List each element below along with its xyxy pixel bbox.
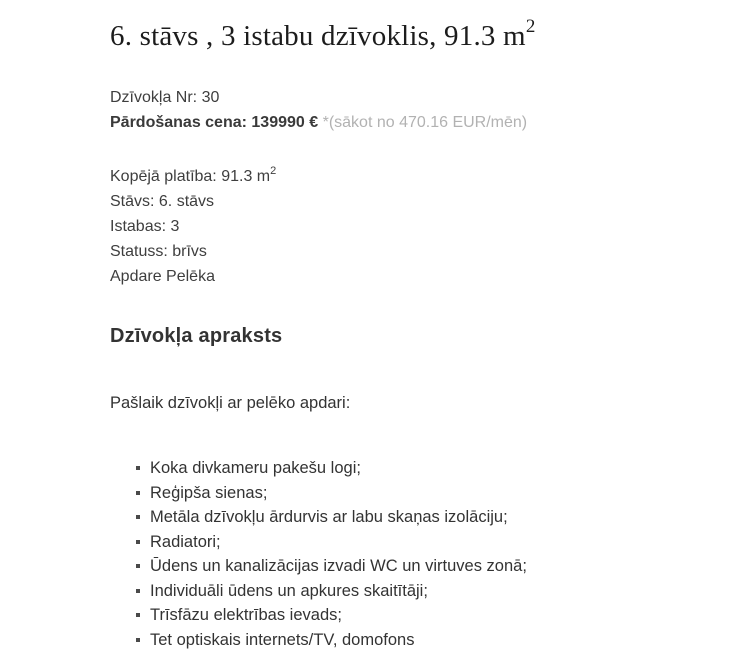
page-title-text: 6. stāvs , 3 istabu dzīvoklis, 91.3 m	[110, 20, 526, 52]
list-item-text: Radiatori;	[150, 532, 221, 551]
bullet-square-icon	[136, 515, 140, 519]
apartment-number-line: Dzīvokļa Nr: 30	[110, 89, 220, 106]
total-area-superscript: 2	[270, 164, 277, 177]
listing-meta-secondary	[110, 164, 714, 289]
page-title	[110, 18, 714, 54]
list-item	[136, 505, 714, 530]
feature-list	[110, 456, 714, 652]
description-intro: Pašlaik dzīvokļi ar pelēko apdari:	[110, 394, 351, 412]
bullet-square-icon	[136, 491, 140, 495]
list-item	[136, 628, 714, 653]
list-item-text: Trīsfāzu elektrības ievads;	[150, 606, 342, 624]
list-item	[136, 603, 714, 628]
bullet-square-icon	[136, 466, 140, 470]
listing-detail-page	[0, 18, 754, 652]
description-heading: Dzīvokļa apraksts	[110, 325, 283, 347]
list-item	[136, 456, 714, 481]
price-monthly-note: *(sākot no 470.16 EUR/mēn)	[318, 114, 528, 131]
bullet-square-icon	[136, 589, 140, 593]
list-item	[136, 530, 714, 555]
list-item-text: Individuāli ūdens un apkures skaitītāji;	[150, 581, 428, 600]
bullet-square-icon	[136, 638, 140, 642]
list-item-text: Ūdens un kanalizācijas izvadi WC un virtuves zonā;	[150, 557, 527, 575]
listing-meta-primary	[110, 85, 714, 135]
list-item	[136, 554, 714, 579]
total-area-line	[110, 164, 714, 189]
list-item-text: Reģipša sienas;	[150, 483, 268, 502]
bullet-square-icon	[136, 564, 140, 568]
page-title-superscript: 2	[525, 16, 536, 38]
bullet-square-icon	[136, 613, 140, 617]
rooms-line: Istabas: 3	[110, 218, 180, 235]
list-item-text: Metāla dzīvokļu ārdurvis ar labu skaņas izolāciju;	[150, 508, 508, 526]
list-item-text: Tet optiskais internets/TV, domofons	[150, 630, 415, 649]
list-item	[136, 579, 714, 604]
list-item	[136, 481, 714, 506]
list-item-text: Koka divkameru pakešu logi;	[150, 459, 361, 477]
total-area-text: Kopējā platība: 91.3 m	[110, 168, 271, 185]
bullet-square-icon	[136, 540, 140, 544]
status-line: Statuss: brīvs	[110, 243, 207, 260]
price-line	[110, 110, 714, 135]
price-value: Pārdošanas cena: 139990 €	[110, 114, 319, 131]
finish-line: Apdare Pelēka	[110, 268, 215, 285]
floor-line: Stāvs: 6. stāvs	[110, 193, 215, 210]
